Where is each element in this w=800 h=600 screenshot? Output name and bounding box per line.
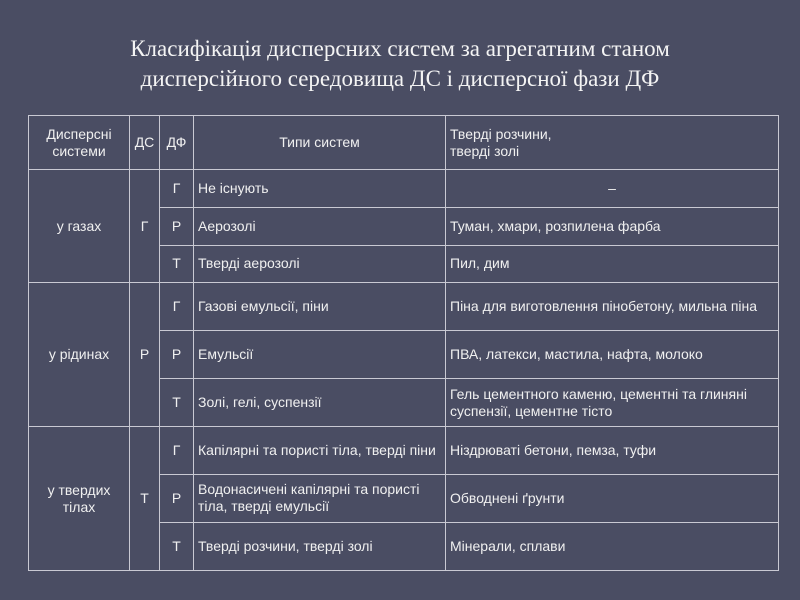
header-ds: ДС [130, 116, 160, 170]
df-cell: Т [160, 245, 194, 283]
table-row [29, 170, 779, 208]
df-cell: Г [160, 170, 194, 208]
type-cell: Тверді аерозолі [194, 245, 446, 283]
example-cell: Ніздрюваті бетони, пемза, туфи [446, 427, 779, 475]
type-cell: Капілярні та пористі тіла, тверді піни [194, 427, 446, 475]
example-cell: Піна для виготовлення пінобетону, мильна піна [446, 283, 779, 331]
header-types: Типи систем [194, 116, 446, 170]
example-cell: Гель цементного каменю, цементні та глиняні суспензії, цементне тісто [446, 379, 779, 427]
type-cell: Аерозолі [194, 207, 446, 245]
example-cell: Обводнені ґрунти [446, 475, 779, 523]
example-cell: – [446, 170, 779, 208]
classification-table [28, 115, 779, 571]
medium-cell: у газах [29, 170, 130, 283]
df-cell: Г [160, 283, 194, 331]
table-row [29, 427, 779, 475]
ds-cell: Г [130, 170, 160, 283]
example-cell: ПВА, латекси, мастила, нафта, молоко [446, 331, 779, 379]
type-cell: Газові емульсії, піни [194, 283, 446, 331]
ds-cell: Т [130, 427, 160, 571]
df-cell: Т [160, 379, 194, 427]
type-cell: Золі, гелі, суспензії [194, 379, 446, 427]
header-df: ДФ [160, 116, 194, 170]
example-cell: Туман, хмари, розпилена фарба [446, 207, 779, 245]
type-cell: Емульсії [194, 331, 446, 379]
type-cell: Не існують [194, 170, 446, 208]
ds-cell: Р [130, 283, 160, 427]
df-cell: Р [160, 207, 194, 245]
df-cell: Г [160, 427, 194, 475]
slide-title [0, 34, 800, 94]
type-cell: Водонасичені капілярні та пористі тіла, тверді емульсії [194, 475, 446, 523]
title-line-2: дисперсійного середовища ДС і дисперсної фази ДФ [140, 66, 660, 91]
df-cell: Р [160, 331, 194, 379]
type-cell: Тверді розчини, тверді золі [194, 522, 446, 570]
example-cell: Мінерали, сплави [446, 522, 779, 570]
df-cell: Т [160, 522, 194, 570]
table-row [29, 283, 779, 331]
header-examples-line1: Тверді розчини, [450, 125, 552, 142]
medium-cell: у рідинах [29, 283, 130, 427]
title-line-1: Класифікація дисперсних систем за агрегатним станом [130, 36, 670, 61]
header-examples [446, 116, 779, 170]
medium-cell: у твердих тілах [29, 427, 130, 571]
example-cell: Пил, дим [446, 245, 779, 283]
table-header-row [29, 116, 779, 170]
header-systems: Дисперсні системи [29, 116, 130, 170]
header-examples-line2: тверді золі [450, 142, 520, 159]
df-cell: Р [160, 475, 194, 523]
